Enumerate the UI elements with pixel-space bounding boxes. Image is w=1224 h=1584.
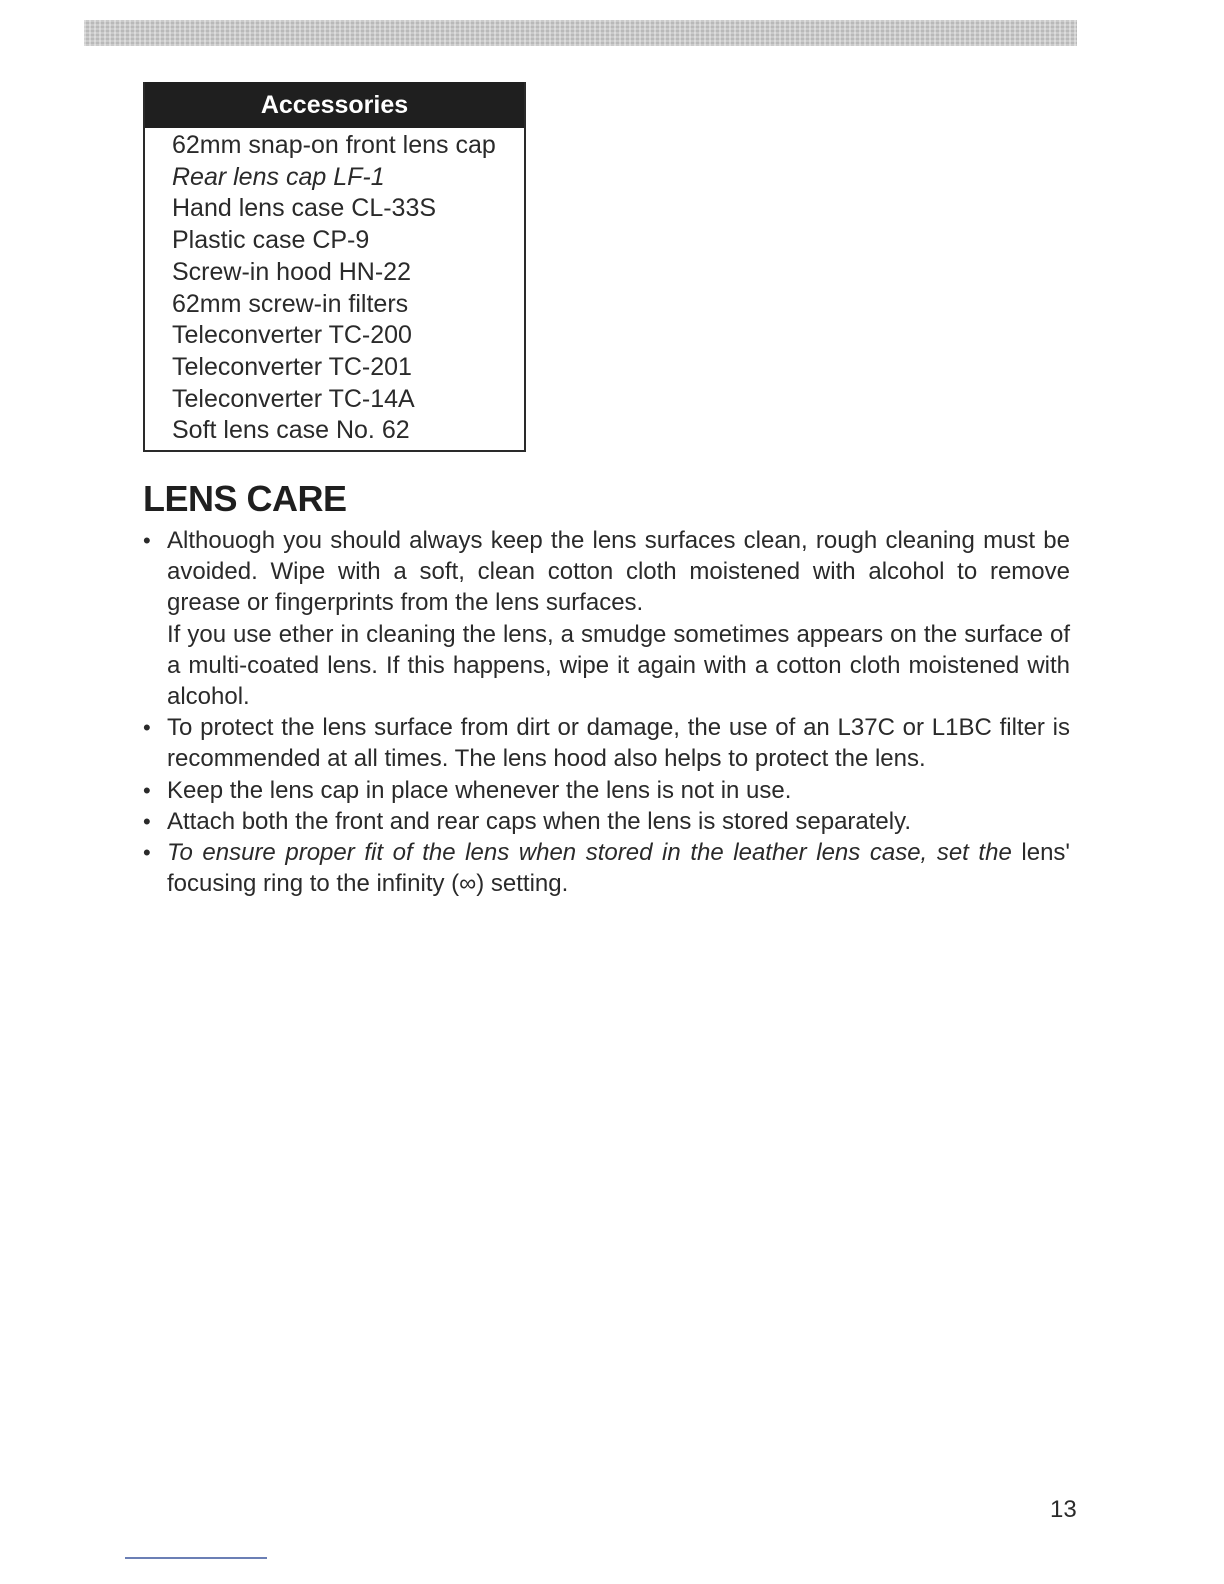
footer-rule (125, 1557, 267, 1559)
accessory-item: Teleconverter TC-200 (172, 321, 412, 350)
care-item-3 (140, 775, 1070, 806)
care-text (167, 837, 1070, 899)
care-text: To protect the lens surface from dirt or damage, the use of an L37C or L1BC filter is recommended at all times. The lens hood also helps to protect the lens. (167, 714, 1070, 773)
accessories-list (145, 128, 524, 447)
bullet-icon: • (143, 715, 151, 741)
care-item-5 (140, 837, 1070, 899)
care-item-2 (140, 712, 1070, 774)
accessory-item: Teleconverter TC-14A (172, 384, 415, 413)
bullet-icon: • (143, 840, 151, 866)
care-text: Attach both the front and rear caps when the lens is stored separately. (167, 807, 911, 835)
header-bar (84, 20, 1077, 46)
bullet-icon: • (143, 808, 151, 834)
care-text-italic: To ensure proper fit of the lens when stored in the leather lens case, set the (167, 839, 1012, 867)
accessory-item: Plastic case CP-9 (172, 226, 370, 255)
care-item-1 (140, 525, 1070, 712)
bullet-icon: • (143, 777, 151, 803)
accessories-title: Accessories (145, 82, 524, 128)
care-text: Keep the lens cap in place whenever the lens is not in use. (167, 776, 792, 804)
section-title-lens-care: LENS CARE (143, 478, 347, 519)
care-text: If you use ether in cleaning the lens, a smudge sometimes appears on the surface of a multi-coated lens. If this happens, wipe it again with a cotton cloth moistened with alcohol. (167, 620, 1070, 711)
accessory-item: Screw-in hood HN-22 (172, 257, 411, 286)
accessory-item: Teleconverter TC-201 (172, 352, 412, 381)
accessories-table (143, 82, 526, 452)
lens-care-list (140, 525, 1070, 899)
care-item-4 (140, 806, 1070, 837)
accessory-item: Hand lens case CL-33S (172, 194, 437, 223)
care-text: Althouogh you should always keep the lens surfaces clean, rough cleaning must be avoided. Wipe with a soft, clean cotton cloth moistened with alcohol to remove grease or fingerprints from the lens surfaces. (167, 527, 1070, 617)
accessory-item: Soft lens case No. 62 (172, 416, 410, 445)
accessory-item: Rear lens cap LF-1 (172, 162, 385, 191)
bullet-icon: • (143, 528, 151, 553)
accessory-item: 62mm snap-on front lens cap (172, 131, 496, 159)
page-number: 13 (1050, 1496, 1077, 1523)
care-text-rest: lens' focusing ring to the infinity (∞) setting. (167, 839, 1070, 898)
accessory-item: 62mm screw-in filters (172, 289, 409, 318)
